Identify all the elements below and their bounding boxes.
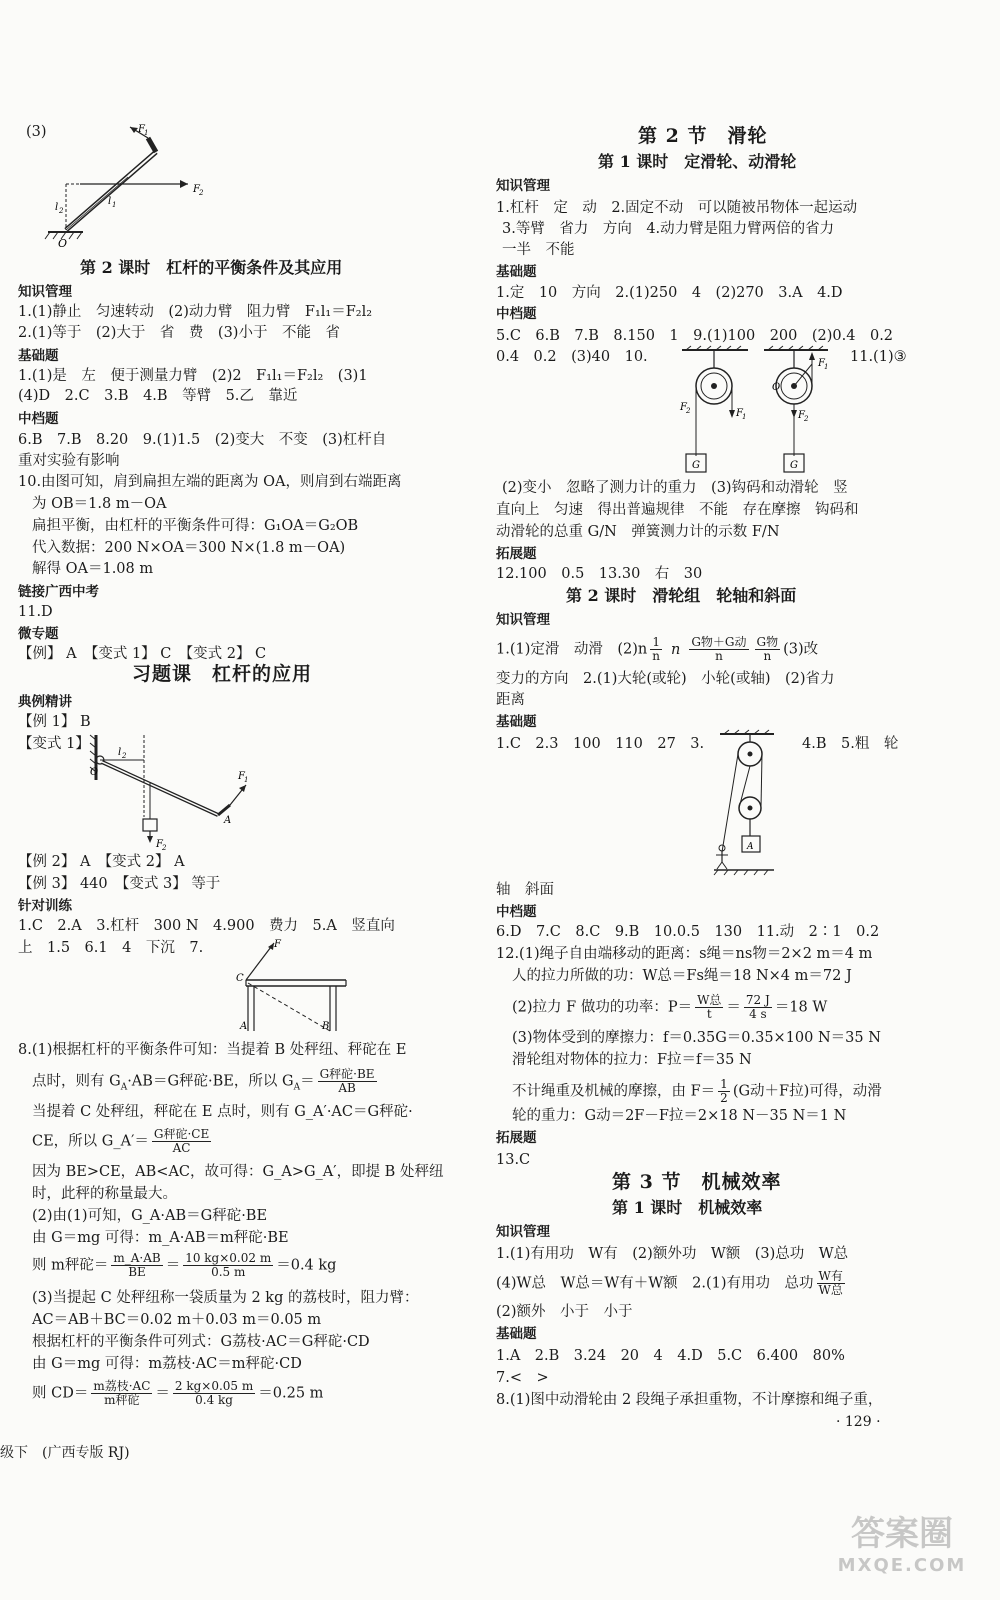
section-title: 第 3 节 机械效率 [612, 1171, 782, 1193]
answer-line: 则 m秤砣＝ $\frac{m\_A\cdot AB}{BE}$ ＝ $\frac{10 kg\times 0.02 m}{0.5 m}$ ＝0.4 kg [32, 1251, 337, 1279]
lesson-title: 第 2 课时 滑轮组 轮轴和斜面 [566, 586, 797, 605]
section-mid: 中档题 [496, 306, 537, 322]
answer-line: 3.等臂 省力 方向 4.动力臂是阻力臂两倍的省力 [502, 221, 835, 237]
answer-line: (4)D 2.C 3.B 4.B 等臂 5.乙 靠近 [18, 388, 298, 404]
answer-line: 6.B 7.B 8.20 9.(1)1.5 (2)变大 不变 (3)杠杆自 [18, 432, 387, 448]
footer-text: 级下 (广西专版 RJ) [0, 1445, 130, 1461]
answer-line: 5.C 6.B 7.B 8.150 1 9.(1)100 200 (2)0.4 0.2 [496, 328, 894, 344]
section-basic: 基础题 [496, 1326, 537, 1342]
fraction: $\frac{\text{W总}}{t}$ [697, 993, 722, 1021]
label-g: G [790, 460, 798, 471]
fraction: $\frac{\text{G物＋G动}}{n}$ [691, 635, 747, 663]
answer-line: 为 OB＝1.8 m－OA [32, 496, 167, 512]
section-target: 针对训练 [18, 898, 72, 914]
lesson-title: 第 1 课时 机械效率 [612, 1198, 763, 1217]
answer-line: 1.C 2.A 3.杠杆 300 N 4.900 费力 5.A 竖直向 [18, 918, 395, 934]
section-mid: 中档题 [496, 904, 537, 920]
answer-line: 由 G＝mg 可得：m荔枝·AC＝m秤砣·CD [32, 1356, 302, 1372]
answer-line: 解得 OA＝1.08 m [32, 561, 154, 577]
watermark-text: 答案圈 [851, 1514, 953, 1554]
answer-line: 1.(1)是 左 便于测量力臂 (2)2 F₁l₁＝F₂l₂ (3)1 [18, 368, 368, 384]
answer-line: (3)物体受到的摩擦力：f＝0.35G＝0.35×100 N＝35 N [512, 1030, 881, 1046]
pulley-diagrams [678, 346, 848, 476]
answer-line: 扁担平衡，由杠杆的平衡条件可得：G₁OA＝G₂OB [32, 518, 359, 534]
lesson-title: 第 2 课时 杠杆的平衡条件及其应用 [80, 258, 343, 277]
answer-line: 则 CD＝ $\frac{\text{m荔枝·AC}}{\text{m秤砣}}$ ＝ $\frac{2 kg\times 0.05 m}{0.4 kg}$ ＝0.25 m [32, 1379, 324, 1407]
label-g: G [692, 460, 700, 471]
watermark-logo [822, 1506, 982, 1586]
answer-line: 【变式 1】 [18, 736, 90, 752]
label-f1-sub: 1 [144, 129, 149, 137]
answer-line: 【例】 A 【变式 1】 C 【变式 2】 C [18, 646, 267, 662]
section-typical: 典例精讲 [18, 694, 72, 710]
label-l2-sub: 2 [59, 207, 64, 215]
answer-line: 11.(1)③ [850, 349, 907, 365]
answer-line: 滑轮组对物体的拉力：F拉＝f＝35 N [512, 1052, 752, 1068]
label-f1: F [818, 358, 825, 369]
label-l1-sub: 1 [112, 201, 117, 209]
answer-line: 轴 斜面 [496, 882, 554, 898]
lesson-title: 第 1 课时 定滑轮、动滑轮 [598, 152, 797, 171]
label-o: O [58, 237, 68, 250]
answer-line: (2)由(1)可知，G_A·AB＝G秤砣·BE [32, 1208, 268, 1224]
answer-line: 轮的重力：G动＝2F－F拉＝2×18 N－35 N＝1 N [512, 1108, 847, 1124]
answer-line: CE，所以 G_A′＝ $\frac{\text{G秤砣·CE}}{AC}$ [32, 1127, 210, 1155]
answer-line: 重对实验有影响 [18, 453, 120, 469]
label-f2: F [156, 839, 163, 850]
label-f2: F [680, 402, 687, 413]
answer-line: 2.(1)等于 (2)大于 省 费 (3)小于 不能 省 [18, 325, 340, 341]
label-c: C [236, 973, 244, 984]
label-l1: l [108, 196, 112, 207]
answer-line: (2)变小 忽略了测力计的重力 (3)钩码和动滑轮 竖 [502, 480, 848, 496]
answer-line: 8.(1)根据杠杆的平衡条件可知：当提着 B 处秤纽、秤砣在 E [18, 1042, 407, 1058]
label-l2: l [118, 747, 122, 758]
label-f1-sub: 1 [244, 776, 249, 784]
answer-line: 6.D 7.C 8.C 9.B 10.0.5 130 11.动 2∶1 0.2 [496, 924, 880, 940]
label-f2-sub: 2 [686, 407, 691, 415]
label-f2-sub: 2 [804, 415, 809, 423]
section-basic: 基础题 [18, 348, 59, 364]
fraction: $\frac{\text{m荔枝·AC}}{\text{m秤砣}}$ [93, 1379, 151, 1407]
fraction: $\frac{m\_A\cdot AB}{BE}$ [113, 1251, 161, 1279]
label-f1-sub: 1 [742, 413, 747, 421]
fraction: $\frac{\text{W有}}{\text{W总}}$ [818, 1269, 843, 1297]
label-f2: F [193, 184, 200, 195]
answer-line: (2)额外 小于 小于 [496, 1304, 633, 1320]
answer-line: 变力的方向 2.(1)大轮(或轮) 小轮(或轴) (2)省力 [496, 671, 835, 687]
answer-line: 当提着 C 处秤纽，秤砣在 E 点时，则有 G_A′·AC＝G秤砣· [32, 1104, 413, 1120]
section-knowledge: 知识管理 [496, 1224, 550, 1240]
label-l2-sub: 2 [122, 752, 127, 760]
section-basic: 基础题 [496, 714, 537, 730]
label-a: A [747, 842, 754, 852]
label-f1: F [736, 408, 743, 419]
fraction: $\frac{72 J}{4 s}$ [745, 993, 770, 1021]
answer-line: 直向上 匀速 得出普遍规律 不能 存在摩擦 钩码和 [496, 502, 859, 518]
answer-line: 1.C 2.3 100 110 27 3. [496, 736, 705, 752]
label-a: A [240, 1021, 248, 1032]
answer-line: 8.(1)图中动滑轮由 2 段绳子承担重物，不计摩擦和绳子重， [496, 1392, 883, 1408]
lever-diagram-3 [38, 122, 238, 250]
fraction: $\frac{\text{G秤砣·CE}}{AC}$ [153, 1127, 210, 1155]
section-mid: 中档题 [18, 411, 59, 427]
answer-line: 动滑轮的总重 G/N 弹簧测力计的示数 F/N [496, 524, 780, 540]
section-knowledge: 知识管理 [496, 178, 550, 194]
label-f: F [274, 939, 281, 950]
answer-line: 12.100 0.5 13.30 右 30 [496, 566, 703, 582]
watermark-url: MXQE.COM [837, 1555, 967, 1576]
answer-line: (2)拉力 F 做功的功率：P＝ $\frac{\text{W总}}{t}$ ＝ $\frac{72 J}{4 s}$ ＝18 W [512, 993, 828, 1021]
answer-line: 1.A 2.B 3.24 20 4 4.D 5.C 6.400 80% [496, 1348, 845, 1364]
answer-line: (3)当提起 C 处秤纽称一袋质量为 2 kg 的荔枝时，阻力臂： [32, 1290, 419, 1306]
answer-line: AC＝AB＋BC＝0.02 m＋0.03 m＝0.05 m [32, 1312, 322, 1328]
table-diagram-7 [226, 935, 366, 1035]
label-a: A [224, 815, 232, 826]
section-ext: 拓展题 [496, 546, 537, 562]
answer-line: 由 G＝mg 可得：m_A·AB＝m秤砣·BE [32, 1230, 289, 1246]
answer-line: 1.(1)有用功 W有 (2)额外功 W额 (3)总功 W总 [496, 1246, 849, 1262]
section-micro: 微专题 [18, 626, 59, 642]
answer-line: 13.C [496, 1152, 531, 1168]
section-basic: 基础题 [496, 264, 537, 280]
label-f1: F [238, 771, 245, 782]
label-b: B [322, 1021, 330, 1032]
answer-line: 1.杠杆 定 动 2.固定不动 可以随被吊物体一起运动 [496, 200, 858, 216]
answer-line: 【例 2】 A 【变式 2】 A [18, 854, 185, 870]
label-o: O [772, 382, 781, 393]
answer-line: 0.4 0.2 (3)40 10. [496, 349, 648, 365]
section-knowledge: 知识管理 [496, 612, 550, 628]
fraction: $\frac{10 kg\times 0.02 m}{0.5 m}$ [185, 1251, 272, 1279]
fig3-label: (3) [26, 124, 47, 140]
label-f2: F [798, 410, 805, 421]
answer-line: 代入数据：200 N×OA＝300 N×(1.8 m－OA) [32, 540, 346, 556]
answer-line: 上 1.5 6.1 4 下沉 7. [18, 940, 204, 956]
answer-line: 一半 不能 [502, 242, 575, 258]
label-l2: l [55, 202, 59, 213]
page-number: · 129 · [836, 1414, 881, 1430]
answer-line: 12.(1)绳子自由端移动的距离：s绳＝ns物＝2×2 m＝4 m [496, 946, 873, 962]
answer-line: 时，此秤的称量最大。 [32, 1186, 177, 1202]
fraction: $\frac{\text{G秤砣·BE}}{AB}$ [319, 1067, 375, 1095]
exercise-title: 习题课 杠杆的应用 [132, 663, 313, 685]
section-link: 链接广西中考 [18, 584, 99, 600]
answer-line: (4)W总 W总＝W有＋W额 2.(1)有用功 总功 $\frac{\text{W有}}{\text{W总}}$ [496, 1269, 843, 1297]
answer-line: 距离 [496, 692, 525, 708]
fraction: $\frac{\text{G物}}{n}$ [756, 635, 779, 663]
lever-diagram-v1 [88, 735, 288, 850]
answer-line: 10.由图可知，肩到扁担左端的距离为 OA，则肩到右端距离 [18, 474, 402, 490]
answer-line: 点时，则有 $G_A\cdot AB=G$秤砣·BE，所以 $G_A=$ $\frac{\text{G秤砣·BE}}{AB}$ [32, 1067, 375, 1095]
answer-line: 7.< > [496, 1370, 549, 1386]
fraction: $\frac{1}{n}$ [652, 635, 660, 663]
answer-line: 11.D [18, 604, 53, 620]
answer-line: 4.B 5.粗 轮 [802, 736, 899, 752]
answer-line: 1.(1)静止 匀速转动 (2)动力臂 阻力臂 F₁l₁＝F₂l₂ [18, 304, 373, 320]
section-knowledge: 知识管理 [18, 284, 72, 300]
pulley-block-diagram [714, 730, 794, 875]
answer-line: 【例 1】 B [18, 714, 91, 730]
label-o: O [90, 767, 99, 778]
label-f2-sub: 2 [199, 189, 204, 197]
section-title: 第 2 节 滑轮 [638, 125, 768, 147]
answer-line: 不计绳重及机械的摩擦，由 F＝ $\frac{1}{2}$ (G动＋F拉)可得，动滑 [512, 1077, 882, 1105]
answer-line: 【例 3】 440 【变式 3】 等于 [18, 876, 221, 892]
answer-line: 根据杠杆的平衡条件可列式：G荔枝·AC＝G秤砣·CD [32, 1334, 370, 1350]
label-f2-sub: 2 [162, 844, 167, 852]
answer-line: 1.(1)定滑 动滑 (2)n $\frac{1}{n}$ n $\frac{\text{G物＋G动}}{n}$ $\frac{\text{G物}}{n}$ (3)改 [496, 635, 819, 663]
label-f1-sub: 1 [824, 363, 829, 371]
answer-line: 1.定 10 方向 2.(1)250 4 (2)270 3.A 4.D [496, 285, 843, 301]
answer-line: 因为 BE>CE，AB<AC，故可得：G_A>G_A′，即提 B 处秤纽 [32, 1164, 444, 1180]
section-ext: 拓展题 [496, 1130, 537, 1146]
fraction: $\frac{2 kg\times 0.05 m}{0.4 kg}$ [174, 1379, 254, 1407]
fraction: $\frac{1}{2}$ [720, 1077, 728, 1105]
answer-line: 人的拉力所做的功：W总＝Fs绳＝18 N×4 m＝72 J [512, 968, 852, 984]
label-f1: F [138, 124, 145, 135]
